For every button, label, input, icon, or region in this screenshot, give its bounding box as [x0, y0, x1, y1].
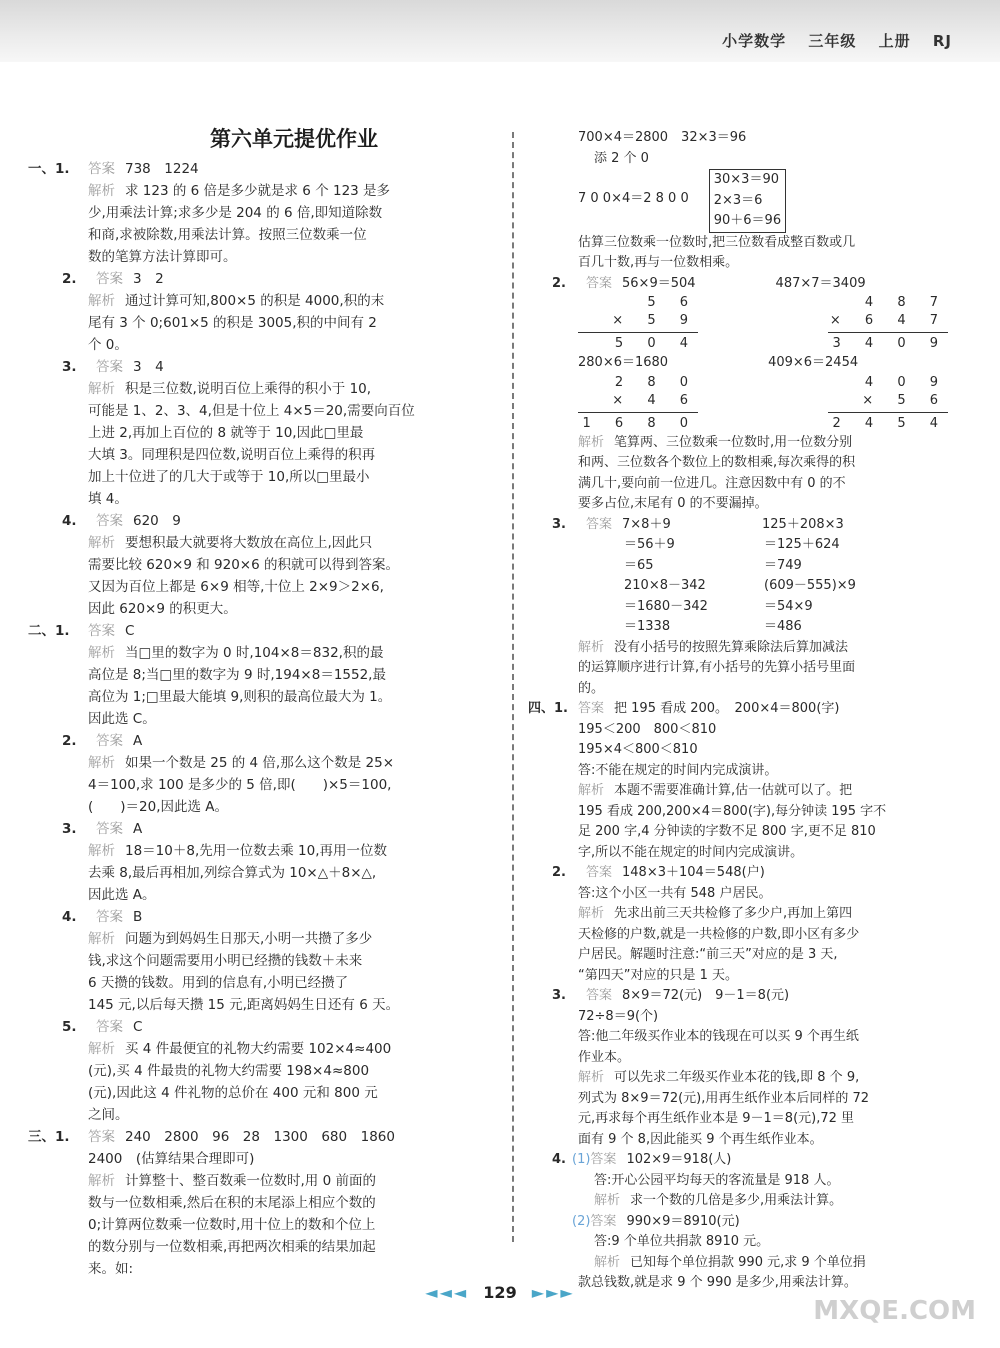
analysis-line: 解析 没有小括号的按照先算乘除法后算加减法	[578, 639, 849, 655]
analysis-line: 百几十数,再与一位数相乘。	[578, 255, 739, 270]
vertical-calcs-2	[528, 374, 948, 433]
page-number: 129	[483, 1283, 517, 1302]
analysis-line: 解析 如果一个数是 25 的 4 倍,那么这个数是 25×	[88, 755, 395, 771]
analysis-line: 解析 先求出前三天共检修了多少户,再加上第四	[578, 906, 853, 921]
calc-line: ＝65 ＝749	[624, 557, 802, 573]
calc-box-line: 2×3＝6	[713, 192, 763, 208]
analysis-line: 解析 当□里的数字为 0 时,104×8＝832,积的最	[88, 645, 384, 661]
analysis-line: 款总钱数,就是求 9 个 990 是多少,用乘法计算。	[578, 1275, 857, 1290]
analysis-line: (元),买 4 件最贵的礼物大约需要 198×4≈800	[88, 1063, 370, 1079]
answer-line: 3. 答案 A	[62, 821, 143, 837]
right-column	[528, 128, 948, 1294]
answer-line: 4. 答案 620 9	[62, 513, 181, 529]
answer-line: 2. 答案 A	[62, 733, 143, 749]
analysis-line: 来。如:	[88, 1261, 134, 1277]
prev-arrows-icon: ◄◄◄	[425, 1283, 469, 1302]
reply-line: 答:他二年级买作业本的钱现在可以买 9 个再生纸	[578, 1029, 859, 1044]
left-column	[28, 124, 500, 1280]
analysis-line: 4＝100,求 100 是多少的 5 倍,即( )×5＝100,	[88, 777, 392, 793]
answer-line: 3. 答案 7×8＋9 125＋208×3	[552, 516, 844, 532]
calc-line: 210×8－342 (609－555)×9	[624, 578, 856, 593]
vertical-calcs-1	[528, 294, 948, 353]
analysis-line: 解析 18＝10＋8,先用一位数去乘 10,再用一位数	[88, 843, 387, 859]
analysis-line: 面有 9 个 8,因此能买 9 个再生纸作业本。	[578, 1131, 823, 1147]
analysis-line: 大填 3。同理积是四位数,说明百位上乘得的积再	[88, 447, 376, 463]
analysis-line: 钱,求这个问题需要用小明已经攒的钱数＋未来	[88, 953, 363, 969]
term: 上册	[878, 32, 911, 50]
analysis-line: 解析 已知每个单位捐款 990 元,求 9 个单位捐	[594, 1254, 866, 1270]
answer-line: 4. (1)答案 102×9＝918(人)	[552, 1152, 732, 1167]
calc-line: 280×6＝1680 409×6＝2454	[578, 355, 859, 370]
analysis-line: “第四天”对应的只是 1 天。	[578, 967, 739, 983]
analysis-line: ( )＝20,因此选 A。	[88, 799, 229, 815]
analysis-line: (元),因此这 4 件礼物的总价在 400 元和 800 元	[88, 1085, 378, 1101]
analysis-line: 的运算顺序进行计算,有小括号的先算小括号里面	[578, 660, 856, 675]
calc-box-line: 90＋6＝96	[713, 213, 782, 228]
analysis-line: 6 天攒的钱数。用到的信息有,小明已经攒了	[88, 975, 349, 991]
calc-box	[709, 169, 786, 233]
analysis-line: 又因为百位上都是 6×9 相等,十位上 2×9＞2×6,	[88, 579, 384, 595]
analysis-line: 需要比较 620×9 和 920×6 的积就可以得到答案。	[88, 557, 400, 573]
analysis-line: 列式为 8×9＝72(元),用再生纸作业本后同样的 72	[578, 1090, 870, 1106]
analysis-line: 解析 求 123 的 6 倍是多少就是求 6 个 123 是多	[88, 183, 391, 199]
answer-line: 四、1. 答案 把 195 看成 200。 200×4＝800(字)	[528, 701, 840, 716]
grade: 三年级	[808, 32, 857, 50]
answer-line: 4. 答案 B	[62, 909, 143, 925]
analysis-line: 解析 通过计算可知,800×5 的积是 4000,积的末	[88, 293, 385, 309]
calc-line: ＝1338 ＝486	[624, 619, 802, 634]
answer-line: 三、1. 答案 240 2800 96 28 1300 680 1860	[28, 1129, 395, 1145]
analysis-line: 元,再求每个再生纸作业本是 9－1＝8(元),72 里	[578, 1111, 855, 1126]
vertical-calc: 4 8 7 × 6 4 7 3 4 0 9	[829, 295, 948, 351]
reply-line: 答:这个小区一共有 548 户居民。	[578, 885, 772, 901]
analysis-line: 解析 买 4 件最便宜的礼物大约需要 102×4≈400	[88, 1041, 392, 1057]
answer-line: 2. 答案 3 2	[62, 271, 164, 287]
answer-line: 一、1. 答案 738 1224	[28, 161, 199, 177]
reply-line: 作业本。	[578, 1049, 631, 1065]
answer-line: 2. 答案 148×3＋104＝548(户)	[552, 865, 765, 880]
analysis-line: 的。	[578, 680, 605, 696]
calc-box-line: 30×3＝90	[713, 172, 779, 187]
analysis-line: 145 元,以后每天攒 15 元,距离妈妈生日还有 6 天。	[88, 997, 400, 1013]
reply-line: 答:开心公园平均每天的客流量是 918 人。	[594, 1172, 840, 1188]
analysis-line: 数与一位数相乘,然后在积的末尾添上相应个数的	[88, 1195, 376, 1211]
calc-line: 72÷8＝9(个)	[578, 1008, 659, 1024]
calc-line: 195×4＜800＜810	[578, 742, 698, 757]
analysis-line: 要多占位,末尾有 0 的不要漏掉。	[578, 496, 768, 511]
analysis-line: 解析 问题为到妈妈生日那天,小明一共攒了多少	[88, 931, 373, 947]
analysis-line: 之间。	[88, 1107, 129, 1123]
analysis-line: 因此选 A。	[88, 887, 156, 903]
answer-line: 2. 答案 56×9＝504 487×7＝3409	[552, 275, 866, 291]
analysis-line: 195 看成 200,200×4＝800(字),每分钟读 195 字不	[578, 803, 887, 819]
answer-line: 二、1. 答案 C	[28, 623, 135, 639]
analysis-line: 解析 求一个数的几倍是多少,用乘法计算。	[594, 1193, 843, 1208]
analysis-line: 加上十位进了的几大于或等于 10,所以□里最小	[88, 469, 370, 485]
book-info	[722, 30, 952, 51]
analysis-line: 天检修的户数,就是一共检修的户数,即小区有多少	[578, 926, 860, 942]
analysis-line: 解析 计算整十、整百数乘一位数时,用 0 前面的	[88, 1173, 376, 1189]
analysis-line: 数的笔算方法计算即可。	[88, 249, 237, 265]
analysis-line: 解析 本题不需要准确计算,估一估就可以了。把	[578, 783, 853, 798]
answer-line: 5. 答案 C	[62, 1019, 143, 1035]
calc-diagram	[528, 169, 948, 233]
subject: 小学数学	[722, 32, 787, 50]
reply-line: 答:9 个单位共捐款 8910 元。	[594, 1234, 770, 1249]
calc-line: 195＜200 800＜810	[578, 721, 717, 737]
reply-line: 答:不能在规定的时间内完成演讲。	[578, 762, 778, 778]
edition: RJ	[932, 32, 952, 50]
calc-line: ＝1680－342 ＝54×9	[624, 598, 813, 614]
analysis-line: 的数分别与一位数相乘,再把两次相乘的结果加起	[88, 1239, 376, 1255]
analysis-line: 可能是 1、2、3、4,但是十位上 4×5＝20,需要向百位	[88, 403, 415, 419]
column-divider	[512, 132, 514, 1242]
calc-line: 700×4＝2800 32×3＝96	[578, 130, 747, 145]
answer-line: 3. 答案 8×9＝72(元) 9－1＝8(元)	[552, 988, 790, 1003]
analysis-line: 因此 620×9 的积更大。	[88, 601, 237, 617]
calc-line: 7 0 0×4＝2 8 0 0	[578, 191, 689, 206]
next-arrows-icon: ►►►	[531, 1283, 575, 1302]
analysis-line: 字,所以不能在规定的时间内完成演讲。	[578, 844, 804, 860]
analysis-line: 上进 2,再加上百位的 8 就等于 10,因此□里最	[88, 425, 364, 441]
calc-line: 添 2 个 0	[594, 150, 649, 166]
analysis-line: 因此选 C。	[88, 711, 156, 727]
analysis-line: 解析 积是三位数,说明百位上乘得的积小于 10,	[88, 381, 372, 397]
analysis-line: 和商,求被除数,用乘法计算。按照三位数乘一位	[88, 227, 367, 243]
analysis-line: 解析 笔算两、三位数乘一位数时,用一位数分别	[578, 434, 853, 450]
answer-line: 2400 (估算结果合理即可)	[88, 1151, 255, 1167]
analysis-line: 估算三位数乘一位数时,把三位数看成整百数或几	[578, 234, 856, 250]
analysis-line: 解析 要想积最大就要将大数放在高位上,因此只	[88, 535, 373, 551]
analysis-line: 尾有 3 个 0;601×5 的积是 3005,积的中间有 2	[88, 315, 377, 331]
analysis-line: 个 0。	[88, 337, 128, 353]
vertical-calc: 2 8 0 × 4 6 1 6 8 0	[578, 374, 698, 433]
analysis-line: 足 200 字,4 分钟读的字数不足 800 字,更不足 810	[578, 824, 876, 839]
analysis-line: 高位为 1;□里最大能填 9,则积的最高位最大为 1。	[88, 689, 392, 705]
analysis-line: 满几十,要向前一位进几。注意因数中有 0 的不	[578, 475, 846, 491]
answer-line: 3. 答案 3 4	[62, 359, 164, 375]
vertical-calc: 5 6 × 5 9 5 0 4	[578, 294, 698, 353]
vertical-calc: 4 0 9 × 5 6 2 4 5 4	[828, 374, 948, 433]
analysis-line: 解析 可以先求二年级买作业本花的钱,即 8 个 9,	[578, 1070, 860, 1085]
analysis-line: 去乘 8,最后再相加,列综合算式为 10×△＋8×△,	[88, 865, 377, 881]
analysis-line: 和两、三位数各个数位上的数相乘,每次乘得的积	[578, 455, 856, 470]
analysis-line: 户居民。解题时注意:“前三天”对应的是 3 天,	[578, 947, 838, 962]
answer-line: (2)答案 990×9＝8910(元)	[572, 1213, 740, 1229]
analysis-line: 填 4。	[88, 491, 128, 507]
analysis-line: 0;计算两位数乘一位数时,用十位上的数和个位上	[88, 1217, 376, 1233]
watermark: MXQE.COM	[813, 1296, 976, 1326]
analysis-line: 少,用乘法计算;求多少是 204 的 6 倍,即知道除数	[88, 205, 383, 221]
page-title: 第六单元提优作业	[210, 126, 378, 151]
analysis-line: 高位是 8;当□里的数字为 9 时,194×8＝1552,最	[88, 667, 386, 683]
calc-line: ＝56＋9 ＝125＋624	[624, 537, 840, 552]
